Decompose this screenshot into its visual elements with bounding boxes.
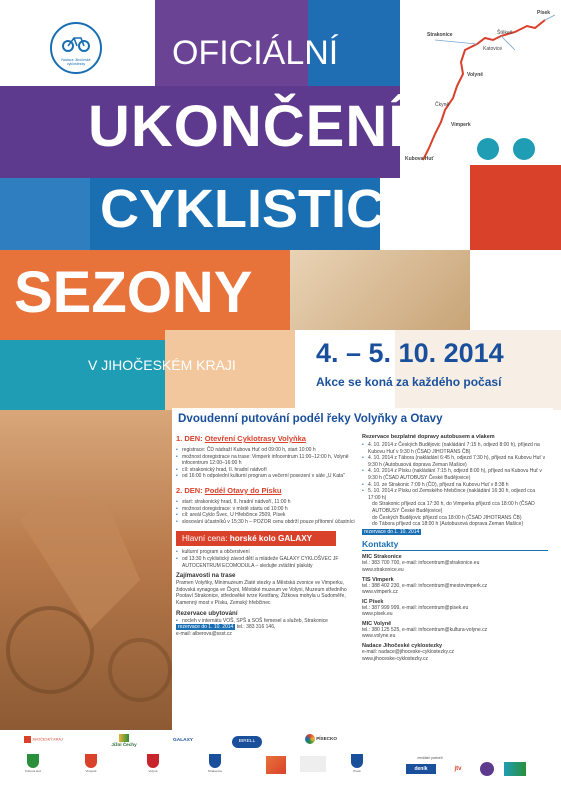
sponsor-name: PÍSECKO	[316, 736, 337, 742]
media-logo-radio	[480, 762, 494, 776]
bus-reserve: rezervace do 1. 10. 2014	[364, 528, 420, 535]
list-item: do Strakonic příjezd cca 17:30 h, do Vimperka příjezd cca 18:00 h (ČSAD AUTOBUSY České Budějovice)	[372, 501, 535, 514]
weather-note: Akce se koná za každého počasí	[316, 375, 502, 389]
day2-label: 2. DEN:	[176, 485, 203, 495]
list-item: • 4. 10. ze Strakonic 7:09 h (ČD), příjezd na Kubovu Huť v 8:38 h	[362, 482, 548, 489]
contact-name: Nadace Jihočeské cyklostezky	[362, 643, 443, 650]
contact-item	[362, 599, 548, 618]
list-item: • možnost doregistrace na trase: Vimperk infocentrum 11:00–12:00 h, Volyně infocentrum 12:00–16:00 h	[176, 454, 356, 467]
program-list	[176, 549, 356, 569]
contact-line: e-mail: nadace@jihoceske-cyklostezky.cz	[362, 649, 454, 656]
list-item: • kulturní program a občerstvení	[176, 549, 356, 556]
crest-volyne	[142, 754, 164, 773]
accommodation-reserve: rezervace do 1. 10. 2014	[178, 624, 234, 631]
day1-title: Otevření Cyklotrasy Volyňka	[204, 434, 306, 443]
accommodation-list	[176, 618, 356, 625]
day1-list	[176, 447, 356, 480]
contact-line: tel.: 388 402 230, e-mail: infocentrum@mestovimperk.cz	[362, 582, 488, 589]
crest-pisek	[346, 754, 368, 773]
sponsor-name: Jižní Čechy	[111, 742, 137, 747]
contact-web[interactable]: www.volyne.eu	[362, 633, 396, 640]
crest-kubova-hut	[22, 754, 44, 773]
contact-web[interactable]: www.jihoceske-cyklostezky.cz	[362, 655, 429, 662]
title-line-2: UKONČENÍ	[88, 94, 406, 159]
map-place-steken: Štěkeň	[497, 30, 513, 36]
list-item: • od 16:00 h odpolední kulturní program a večerní posezení v sále „U Kata"	[176, 473, 356, 480]
media-partners-label: mediální partneři	[417, 756, 443, 760]
list-item: • od 13:30 h cyklistický závod dětí a mládeže GALAXY CYKLOŠVEC JF AUTOCENTRUM ECOMODULA – sledujte zvláštní plakáty	[176, 556, 356, 569]
crest-icon	[27, 754, 39, 768]
block-photo-mid	[290, 250, 470, 330]
sponsor-logo-pisecko	[296, 734, 346, 744]
map-place-katovice: Katovice	[483, 46, 503, 52]
list-item: do Českých Budějovic příjezd cca 18:00 h (ČSAD JIHOTRANS ČB)	[372, 514, 522, 521]
sponsor-logo-birell: BIRELL	[232, 736, 262, 748]
map-place-pisek: Písek	[537, 10, 551, 16]
block-red-right	[470, 165, 561, 250]
left-column	[176, 434, 356, 637]
contacts-heading: Kontakty	[362, 539, 548, 551]
map-place-vimperk2: Vimperk	[451, 122, 471, 128]
list-item: • 4. 10. 2014 z Tábora (nakládání 6:45 h, odjezd 7:30 h), příjezd na Kubovu Huť v 9:30 h (Autobusová doprava Zeman Mašice)	[362, 455, 548, 468]
sponsor-misc-1	[266, 756, 286, 774]
bus-heading: Rezervace bezplatné dopravy autobusem a vlakem	[362, 434, 495, 440]
map-badge-1	[477, 138, 499, 160]
sights-text: Pramen Volyňky, Minimuzeum Zlaté stezky a Městská zvonice ve Vimperku, židovská synagoga ve Čkyni, Městské muzeum ve Volyni, Muzeum středního Pootaví Strakonice, středověké tvrze Kestřany, Žižkova mohyla u Sudoměře, Kamenný most v Písku, Zemský hřebčinec	[176, 580, 347, 606]
crest-name: Písek	[353, 769, 361, 773]
accommodation-email: e-mail: alberova@ssst.cz	[176, 630, 232, 637]
title-line-1: OFICIÁLNÍ	[172, 34, 339, 72]
right-column	[362, 434, 548, 662]
nadace-logo	[50, 22, 102, 74]
list-item: do Tábora příjezd cca 18:00 h (Autobusová doprava Zeman Mašice)	[372, 521, 524, 528]
contact-web[interactable]: www.strakonice.eu	[362, 566, 404, 573]
sponsor-logo-kraj	[24, 736, 84, 743]
map-badge-2	[513, 138, 535, 160]
crest-icon	[85, 754, 97, 768]
contact-web[interactable]: www.vimperk.cz	[362, 589, 398, 596]
media-logo-jtv: jtv	[454, 766, 462, 772]
sponsor-logo-jizni-cechy	[104, 734, 144, 747]
main-title: Dvoudenní putování podél řeky Volyňky a Otavy	[178, 412, 443, 425]
contact-item	[362, 577, 548, 596]
list-item: • možnost doregistrace: v místě startu od 10:00 h	[176, 506, 356, 513]
sights-heading: Zajímavosti na trase	[176, 572, 236, 580]
title-line-4: SEZONY	[14, 260, 253, 325]
media-logo-denik: deník	[406, 764, 436, 774]
bicycle-icon	[61, 33, 91, 53]
accommodation-contact	[176, 624, 356, 637]
contact-name: IC Písek	[362, 598, 384, 605]
contact-name: MIC Strakonice	[362, 554, 402, 561]
list-item: • start: strakonický hrad, II. hradní nádvoří, 11:00 h	[176, 499, 356, 506]
day2-title: Podél Otavy do Písku	[204, 485, 282, 495]
crest-name: Vimperk	[85, 769, 97, 773]
prize-banner	[176, 531, 336, 546]
day1-heading	[176, 434, 356, 443]
list-item: • 4. 10. 2014 z Písku (nakládání 7:15 h, odjezd 8:00 h), příjezd na Kubovu Huť v 9:30 h (ČSAD AUTOBUSY České Budějovice)	[362, 468, 548, 481]
contact-name: MIC Volyně	[362, 620, 392, 627]
list-item: • cíl: areál Cyklo Švec, U Hřebčince 2509, Písek	[176, 512, 356, 519]
map-place-ckyne: Čkyně	[435, 102, 450, 108]
info-panel	[172, 408, 553, 730]
route-map	[405, 10, 555, 170]
accommodation-phone: tel.: 383 316 146,	[236, 624, 276, 631]
contact-name: TIS Vimperk	[362, 576, 394, 583]
prize-value: horské kolo GALAXY	[229, 534, 313, 544]
list-item: • slosování účastníků v 15:30 h – POZOR cenu obdrží pouze přítomní účastníci	[176, 519, 356, 526]
list-item: • registrace: ČD nádraží Kubova Huť od 09:00 h, start 10:00 h	[176, 447, 356, 454]
nadace-logo-text: Nadace Jihočeské cyklostezky	[61, 58, 91, 66]
sponsor-name: JIHOČESKÝ KRAJ	[32, 737, 63, 742]
sponsor-misc-2	[300, 756, 326, 772]
prize-label: Hlavní cena:	[182, 534, 228, 544]
contact-web[interactable]: www.pisek.eu	[362, 611, 393, 618]
contact-item	[362, 643, 548, 662]
list-item: • 5. 10. 2014 z Písku od Zemského hřebčince (nakládání 16:30 h, odjezd cca 17:00 h)	[362, 488, 548, 501]
list-item: • 4. 10. 2014 z Českých Budějovic (nakládání 7:15 h, odjezd 8:00 h), příjezd na Kubovu Huť v 9:30 h (ČSAD JIHOTRANS ČB)	[362, 442, 548, 455]
block-blue-left	[0, 178, 90, 250]
crest-name: Kubova Huť	[25, 769, 41, 773]
cyclist-illustration	[0, 400, 172, 730]
contact-item	[362, 554, 548, 573]
crest-icon	[351, 754, 363, 768]
contact-line: tel.: 383 700 700, e-mail: infocentrum@strakonice.eu	[362, 560, 480, 567]
list-item: • cíl: strakonický hrad, II. hradní nádvoří	[176, 467, 356, 474]
crest-vimperk	[80, 754, 102, 773]
event-dates: 4. – 5. 10. 2014	[316, 338, 504, 368]
list-item: • nocleh v internátu VOŠ, SPŠ a SOŠ řemesel a služeb, Strakonice	[176, 618, 356, 625]
day1-label: 1. DEN:	[176, 434, 203, 443]
crest-name: Strakonice	[207, 769, 223, 773]
map-place-volyne: Volyně	[467, 72, 484, 78]
map-place-vimperk: Kubova Huť	[405, 156, 434, 162]
pisecko-icon	[305, 734, 315, 744]
contact-line: tel.: 380 125 525, e-mail: infocentrum@kultura-volyne.cz	[362, 626, 488, 633]
jizni-cechy-icon	[119, 734, 129, 742]
accommodation-heading: Rezervace ubytování	[176, 609, 238, 617]
kraj-icon	[24, 736, 31, 743]
title-line-3: CYKLISTICKÉ	[100, 179, 461, 239]
bus-reserve-row	[362, 529, 548, 536]
sponsor-strip	[0, 730, 561, 800]
map-place-strakonice: Strakonice	[427, 32, 453, 38]
media-logo-rozhlas	[504, 762, 526, 776]
crest-strakonice	[204, 754, 226, 773]
crest-icon	[209, 754, 221, 768]
bus-sublist	[362, 501, 548, 527]
crest-name: Volyně	[148, 769, 158, 773]
day2-list	[176, 499, 356, 525]
bus-list	[362, 442, 548, 501]
sponsor-logo-galaxy: GALAXY	[173, 738, 193, 743]
contact-item	[362, 621, 548, 640]
contact-line: tel.: 387 999 999, e-mail: infocentrum@pisek.eu	[362, 604, 469, 611]
crest-icon	[147, 754, 159, 768]
day2-heading	[176, 486, 356, 495]
region-label: V JIHOČESKÉM KRAJI	[88, 357, 236, 373]
